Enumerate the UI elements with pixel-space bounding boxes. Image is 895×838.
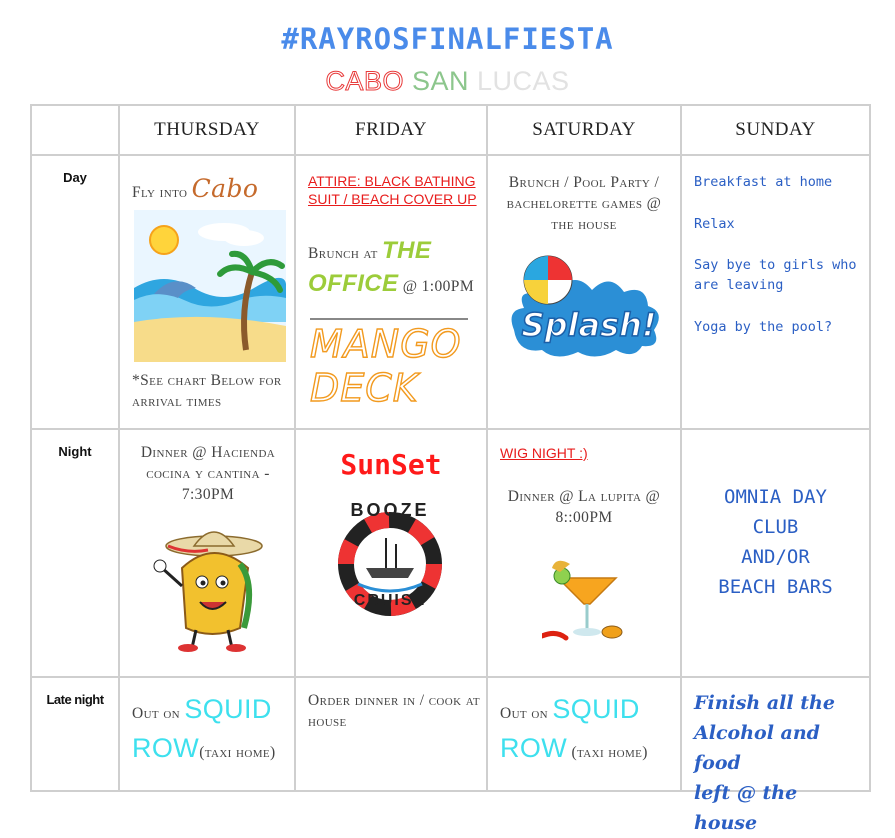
the-label: THE <box>382 237 432 264</box>
row-label-late-night: Late night <box>31 677 119 791</box>
squid-label: SQUID <box>184 694 272 724</box>
row-label-sat: ROW <box>500 733 568 763</box>
sunday-night-cell <box>681 429 870 677</box>
sunday-item-4: Yoga by the pool? <box>694 319 833 335</box>
subtitle-san: SAN <box>411 66 470 96</box>
mango-deck-logo: MANGO DECK <box>310 322 462 410</box>
splash-text: Splash! <box>521 306 657 344</box>
sunday-late-text: Finish all the Alcohol and food left @ the house <box>694 692 835 834</box>
sunday-item-3: Say bye to girls who are leaving <box>694 257 857 293</box>
cruise-text: CRUISE <box>353 592 427 609</box>
brunch-line: Brunch at THE OFFICE @ 1:00PM <box>308 237 474 297</box>
saturday-day-text: Brunch / Pool Party / bachelorette games @ the house <box>506 174 662 233</box>
friday-late-text: Order dinner in / cook at house <box>308 692 480 730</box>
thursday-late-text: Out on SQUID ROW(taxi home) <box>132 694 276 763</box>
squid-label-sat: SQUID <box>552 694 640 724</box>
itinerary-table <box>30 104 871 834</box>
page-title: #RAYROSFINALFIESTA <box>281 22 614 56</box>
friday-day-cell <box>295 155 487 429</box>
corner-cell <box>31 105 119 155</box>
booze-text: BOOZE <box>350 500 430 520</box>
thursday-night-text: Dinner @ Hacienda cocina y cantina - 7:30PM <box>140 444 276 503</box>
arrival-note: *See chart Below for arrival times <box>132 372 282 410</box>
friday-night-cell <box>295 429 487 677</box>
saturday-day-cell <box>487 155 681 429</box>
sunset-label: SunSet <box>340 448 442 481</box>
thursday-night-cell <box>119 429 295 677</box>
sunday-item-2: Relax <box>694 216 735 232</box>
row-label-day: Day <box>31 155 119 429</box>
thursday-day-text: Fly into Cabo <box>132 174 259 203</box>
thursday-day-cell <box>119 155 295 429</box>
saturday-late-text: Out on SQUID ROW (taxi home) <box>500 694 648 763</box>
sunday-night-text: OMNIA DAY CLUB AND/OR BEACH BARS <box>718 486 833 598</box>
saturday-night-cell <box>487 429 681 677</box>
subtitle-cabo: CABO <box>325 66 404 96</box>
attire-note: ATTIRE: BLACK BATHING SUIT / BEACH COVER UP <box>308 173 477 207</box>
row-label-night: Night <box>31 429 119 677</box>
header-sunday: SUNDAY <box>681 105 870 155</box>
header-saturday: SATURDAY <box>487 105 681 155</box>
saturday-night-text: Dinner @ La lupita @ 8::00PM <box>507 488 661 526</box>
sunday-late-cell <box>681 677 870 834</box>
row-label: ROW <box>132 733 200 763</box>
page-subtitle <box>0 66 895 97</box>
sunday-item-1: Breakfast at home <box>694 174 833 190</box>
beach-illustration <box>134 210 286 362</box>
saturday-late-cell <box>487 677 681 791</box>
margarita-illustration <box>542 554 632 644</box>
friday-late-cell <box>295 677 487 791</box>
header-thursday: THURSDAY <box>119 105 295 155</box>
header-friday: FRIDAY <box>295 105 487 155</box>
subtitle-lucas: LUCAS <box>477 66 570 96</box>
sunday-day-cell <box>681 155 870 429</box>
cabo-script: Cabo <box>191 174 259 203</box>
thursday-late-cell <box>119 677 295 791</box>
taco-illustration <box>148 524 268 652</box>
wig-night-label: WIG NIGHT :) <box>500 445 588 461</box>
divider-line <box>310 318 468 320</box>
office-label: OFFICE <box>308 270 399 297</box>
